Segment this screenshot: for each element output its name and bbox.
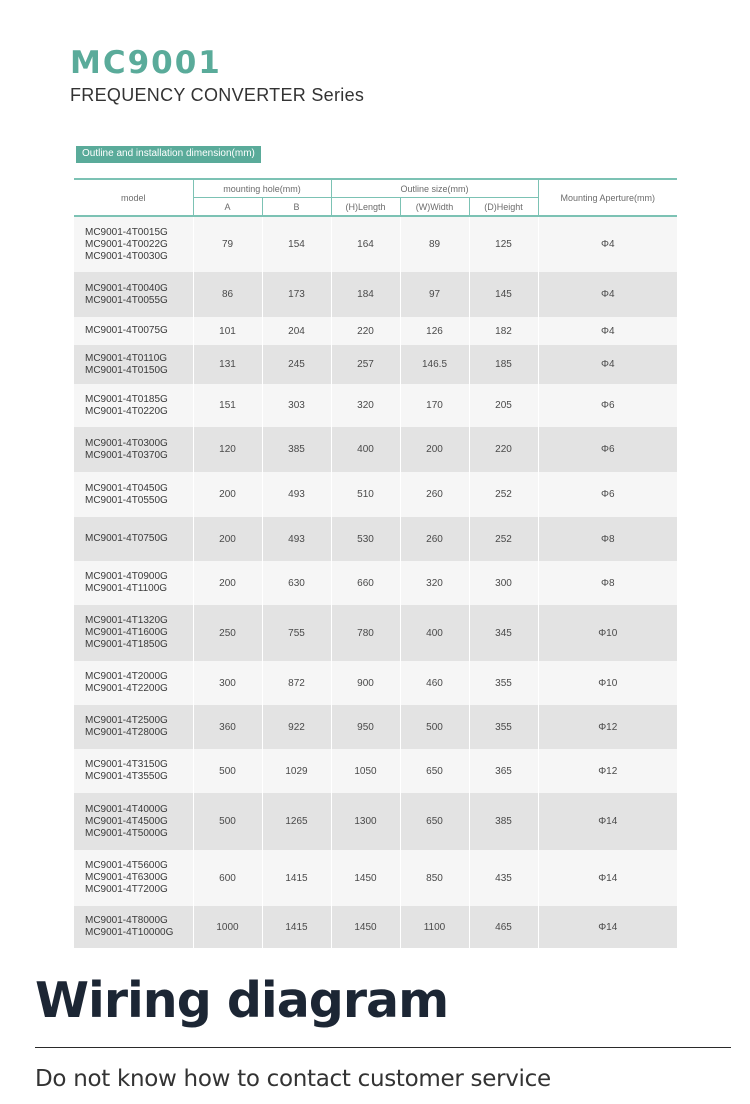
cell-a: 120 — [193, 427, 262, 472]
header-length: (H)Length — [331, 198, 400, 217]
model-name: MC9001-4T7200G — [85, 884, 168, 895]
cell-aperture: Φ12 — [538, 705, 677, 749]
model-name: MC9001-4T0550G — [85, 494, 168, 506]
cell-b: 755 — [262, 605, 331, 661]
table-row — [74, 906, 677, 948]
section-tag: Outline and installation dimension(mm) — [76, 146, 261, 163]
table-body — [74, 216, 677, 948]
table-row — [74, 317, 677, 345]
cell-height: 220 — [469, 427, 538, 472]
model-name: MC9001-4T8000G — [85, 915, 168, 926]
header-a: A — [193, 198, 262, 217]
cell-b: 303 — [262, 384, 331, 427]
cell-model — [74, 427, 193, 472]
model-name: MC9001-4T0015G — [85, 226, 168, 238]
header-model: model — [74, 179, 193, 216]
model-name: MC9001-4T10000G — [85, 927, 174, 938]
cell-b: 1029 — [262, 749, 331, 793]
cell-width: 650 — [400, 749, 469, 793]
table-row — [74, 793, 677, 850]
cell-width: 260 — [400, 472, 469, 517]
cell-width: 400 — [400, 605, 469, 661]
model-name: MC9001-4T2800G — [85, 727, 168, 738]
cell-aperture: Φ4 — [538, 345, 677, 384]
table-row — [74, 472, 677, 517]
table-row — [74, 427, 677, 472]
model-name: MC9001-4T2500G — [85, 715, 168, 726]
cell-height: 125 — [469, 216, 538, 272]
cell-a: 250 — [193, 605, 262, 661]
cell-b: 1415 — [262, 850, 331, 906]
table-row — [74, 705, 677, 749]
cell-a: 200 — [193, 472, 262, 517]
header-b: B — [262, 198, 331, 217]
dimension-table — [74, 178, 677, 948]
cell-a: 500 — [193, 749, 262, 793]
cell-length: 220 — [331, 317, 400, 345]
cell-height: 345 — [469, 605, 538, 661]
cell-height: 252 — [469, 472, 538, 517]
model-name: MC9001-4T2000G — [85, 671, 168, 682]
cell-width: 89 — [400, 216, 469, 272]
cell-height: 435 — [469, 850, 538, 906]
model-name: MC9001-4T0185G — [85, 393, 168, 405]
cell-model — [74, 517, 193, 561]
model-name: MC9001-4T0075G — [85, 325, 168, 336]
cell-aperture: Φ14 — [538, 793, 677, 850]
cell-length: 1450 — [331, 906, 400, 948]
contact-note: Do not know how to contact customer service — [35, 1066, 551, 1092]
cell-width: 146.5 — [400, 345, 469, 384]
model-name: MC9001-4T3550G — [85, 771, 168, 782]
cell-height: 385 — [469, 793, 538, 850]
cell-width: 500 — [400, 705, 469, 749]
cell-height: 355 — [469, 661, 538, 705]
cell-aperture: Φ6 — [538, 472, 677, 517]
cell-aperture: Φ4 — [538, 272, 677, 317]
cell-a: 300 — [193, 661, 262, 705]
header-height: (D)Height — [469, 198, 538, 217]
cell-b: 872 — [262, 661, 331, 705]
cell-aperture: Φ10 — [538, 605, 677, 661]
model-name: MC9001-4T0900G — [85, 571, 168, 582]
cell-b: 493 — [262, 517, 331, 561]
cell-aperture: Φ6 — [538, 384, 677, 427]
model-name: MC9001-4T4500G — [85, 815, 168, 827]
model-name: MC9001-4T1100G — [85, 583, 168, 594]
table-row — [74, 661, 677, 705]
cell-a: 79 — [193, 216, 262, 272]
cell-b: 204 — [262, 317, 331, 345]
cell-model — [74, 272, 193, 317]
cell-aperture: Φ12 — [538, 749, 677, 793]
cell-width: 320 — [400, 561, 469, 605]
divider — [35, 1047, 731, 1048]
cell-height: 185 — [469, 345, 538, 384]
table-row — [74, 561, 677, 605]
cell-a: 101 — [193, 317, 262, 345]
cell-length: 900 — [331, 661, 400, 705]
cell-width: 460 — [400, 661, 469, 705]
model-name: MC9001-4T2200G — [85, 683, 168, 694]
cell-length: 660 — [331, 561, 400, 605]
model-name: MC9001-4T0030G — [85, 250, 168, 262]
cell-a: 131 — [193, 345, 262, 384]
cell-width: 97 — [400, 272, 469, 317]
cell-height: 252 — [469, 517, 538, 561]
cell-b: 154 — [262, 216, 331, 272]
cell-model — [74, 605, 193, 661]
model-name: MC9001-4T0220G — [85, 405, 168, 417]
cell-aperture: Φ8 — [538, 517, 677, 561]
brand-title: MC9001 — [70, 45, 222, 81]
cell-aperture: Φ6 — [538, 427, 677, 472]
model-name: MC9001-4T1850G — [85, 639, 168, 650]
cell-model — [74, 345, 193, 384]
model-name: MC9001-4T0110G — [85, 352, 168, 364]
header-outline-size: Outline size(mm) — [331, 179, 538, 198]
cell-b: 493 — [262, 472, 331, 517]
cell-model — [74, 906, 193, 948]
cell-height: 365 — [469, 749, 538, 793]
model-name: MC9001-4T0750G — [85, 533, 168, 544]
cell-length: 510 — [331, 472, 400, 517]
header-width: (W)Width — [400, 198, 469, 217]
cell-height: 205 — [469, 384, 538, 427]
cell-b: 1265 — [262, 793, 331, 850]
cell-b: 385 — [262, 427, 331, 472]
cell-height: 145 — [469, 272, 538, 317]
cell-aperture: Φ10 — [538, 661, 677, 705]
cell-length: 1300 — [331, 793, 400, 850]
cell-b: 630 — [262, 561, 331, 605]
cell-b: 1415 — [262, 906, 331, 948]
cell-model — [74, 850, 193, 906]
cell-model — [74, 216, 193, 272]
cell-b: 922 — [262, 705, 331, 749]
cell-model — [74, 793, 193, 850]
table-row — [74, 517, 677, 561]
model-name: MC9001-4T5000G — [85, 827, 168, 839]
cell-width: 260 — [400, 517, 469, 561]
cell-length: 400 — [331, 427, 400, 472]
cell-width: 850 — [400, 850, 469, 906]
cell-length: 257 — [331, 345, 400, 384]
series-subtitle: FREQUENCY CONVERTER Series — [70, 85, 365, 105]
model-name: MC9001-4T1320G — [85, 615, 168, 626]
cell-model — [74, 661, 193, 705]
model-name: MC9001-4T4000G — [85, 803, 168, 815]
cell-model — [74, 317, 193, 345]
table-row — [74, 384, 677, 427]
header-aperture: Mounting Aperture(mm) — [538, 179, 677, 216]
cell-a: 500 — [193, 793, 262, 850]
cell-model — [74, 705, 193, 749]
table-row — [74, 272, 677, 317]
table-row — [74, 216, 677, 272]
model-name: MC9001-4T0055G — [85, 294, 168, 306]
cell-b: 173 — [262, 272, 331, 317]
model-name: MC9001-4T0450G — [85, 482, 168, 494]
table-row — [74, 345, 677, 384]
model-name: MC9001-4T0150G — [85, 364, 168, 376]
cell-height: 300 — [469, 561, 538, 605]
cell-length: 1450 — [331, 850, 400, 906]
cell-aperture: Φ4 — [538, 317, 677, 345]
cell-length: 530 — [331, 517, 400, 561]
cell-b: 245 — [262, 345, 331, 384]
cell-width: 650 — [400, 793, 469, 850]
cell-width: 126 — [400, 317, 469, 345]
cell-length: 184 — [331, 272, 400, 317]
cell-length: 1050 — [331, 749, 400, 793]
model-name: MC9001-4T5600G — [85, 860, 168, 871]
model-name: MC9001-4T0300G — [85, 437, 168, 449]
table-row — [74, 850, 677, 906]
cell-a: 600 — [193, 850, 262, 906]
cell-width: 1100 — [400, 906, 469, 948]
table-header — [74, 179, 677, 216]
cell-length: 780 — [331, 605, 400, 661]
cell-width: 200 — [400, 427, 469, 472]
model-name: MC9001-4T0370G — [85, 449, 168, 461]
model-name: MC9001-4T6300G — [85, 872, 168, 883]
cell-length: 164 — [331, 216, 400, 272]
cell-width: 170 — [400, 384, 469, 427]
cell-a: 360 — [193, 705, 262, 749]
cell-a: 86 — [193, 272, 262, 317]
cell-aperture: Φ8 — [538, 561, 677, 605]
cell-length: 320 — [331, 384, 400, 427]
table-row — [74, 605, 677, 661]
model-name: MC9001-4T0040G — [85, 282, 168, 294]
model-name: MC9001-4T3150G — [85, 759, 168, 770]
cell-model — [74, 384, 193, 427]
cell-aperture: Φ14 — [538, 906, 677, 948]
cell-a: 200 — [193, 517, 262, 561]
model-name: MC9001-4T0022G — [85, 238, 168, 250]
cell-a: 1000 — [193, 906, 262, 948]
model-name: MC9001-4T1600G — [85, 627, 168, 638]
cell-height: 465 — [469, 906, 538, 948]
wiring-diagram-heading: Wiring diagram — [35, 972, 449, 1029]
cell-a: 151 — [193, 384, 262, 427]
cell-model — [74, 561, 193, 605]
cell-height: 355 — [469, 705, 538, 749]
cell-model — [74, 749, 193, 793]
cell-model — [74, 472, 193, 517]
table-row — [74, 749, 677, 793]
cell-a: 200 — [193, 561, 262, 605]
cell-length: 950 — [331, 705, 400, 749]
cell-aperture: Φ4 — [538, 216, 677, 272]
header-mounting-hole: mounting hole(mm) — [193, 179, 331, 198]
cell-aperture: Φ14 — [538, 850, 677, 906]
cell-height: 182 — [469, 317, 538, 345]
